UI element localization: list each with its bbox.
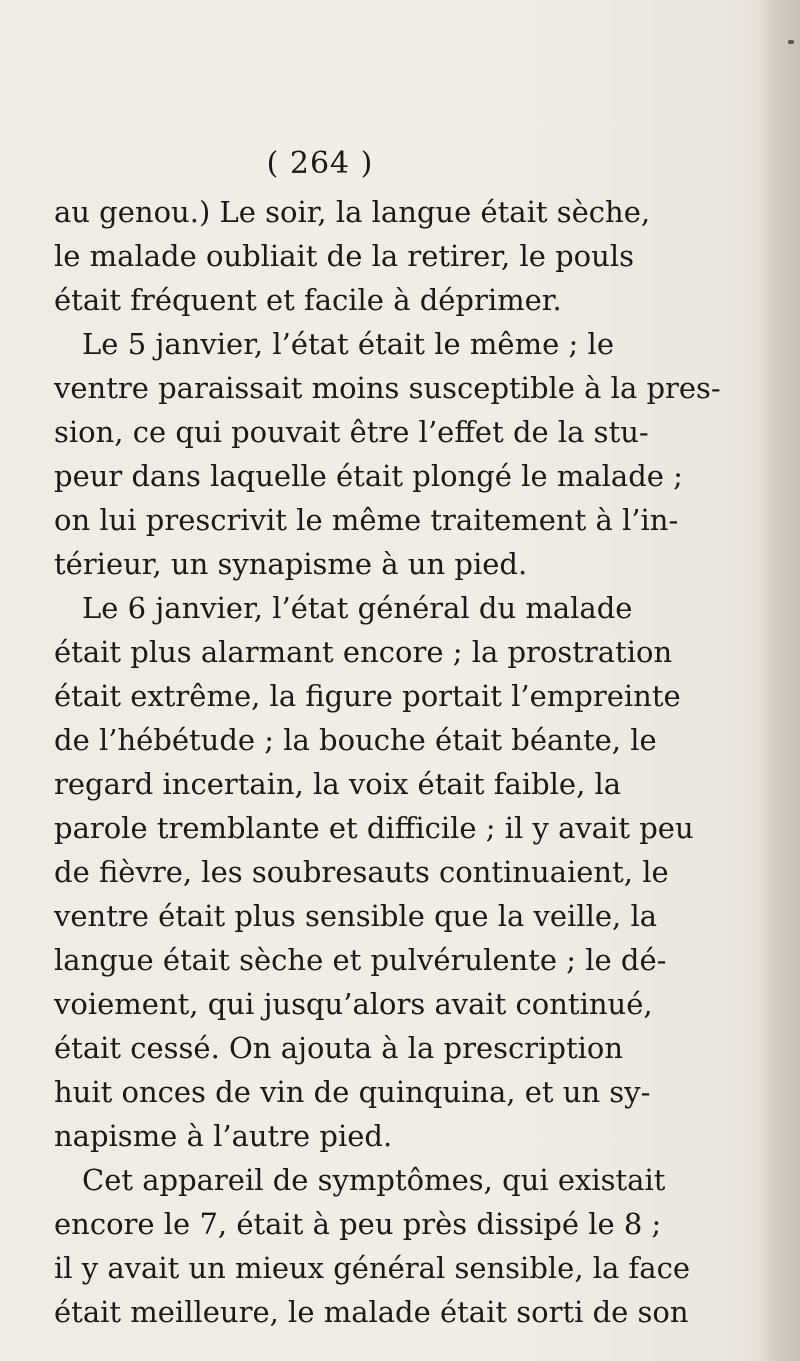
text-line: de fièvre, les soubresauts continuaient, le [54, 855, 669, 889]
text-line: ventre était plus sensible que la veille, la [54, 899, 658, 933]
text-line: Le 6 janvier, l’état général du malade [82, 591, 633, 625]
text-line: voiement, qui jusqu’alors avait continué, [54, 987, 653, 1021]
text-line: était meilleure, le malade était sorti de son [54, 1295, 689, 1329]
text-line: était cessé. On ajouta à la prescription [54, 1031, 624, 1065]
text-line: peur dans laquelle était plongé le malade ; [54, 459, 683, 493]
text-line: on lui prescrivit le même traitement à l’in- [54, 503, 679, 537]
text-line: était fréquent et facile à déprimer. [54, 283, 562, 317]
text-line: Le 5 janvier, l’état était le même ; le [82, 327, 614, 361]
text-line: regard incertain, la voix était faible, la [54, 767, 622, 801]
text-line: encore le 7, était à peu près dissipé le 8 ; [54, 1207, 662, 1241]
text-line: langue était sèche et pulvérulente ; le dé- [54, 943, 667, 977]
ink-speck [788, 40, 794, 44]
page-edge-shadow [758, 0, 800, 1361]
text-line: huit onces de vin de quinquina, et un sy- [54, 1075, 651, 1109]
text-line: était extrême, la figure portait l’empreinte [54, 679, 681, 713]
text-line: parole tremblante et difficile ; il y avait peu [54, 811, 694, 845]
text-line: napisme à l’autre pied. [54, 1119, 393, 1153]
page-number: ( 264 ) [266, 146, 374, 181]
text-line: il y avait un mieux général sensible, la face [54, 1251, 690, 1285]
body-text [54, 190, 721, 1334]
text-line: était plus alarmant encore ; la prostration [54, 635, 673, 669]
text-line: au genou.) Le soir, la langue était sèche, [54, 195, 651, 229]
text-line: térieur, un synapisme à un pied. [54, 547, 528, 581]
text-line: Cet appareil de symptômes, qui existait [82, 1163, 666, 1197]
text-line: ventre paraissait moins susceptible à la pres- [54, 371, 721, 405]
text-line: le malade oubliait de la retirer, le pouls [54, 239, 634, 273]
text-line: sion, ce qui pouvait être l’effet de la stu- [54, 415, 649, 449]
text-line: de l’hébétude ; la bouche était béante, le [54, 723, 657, 757]
